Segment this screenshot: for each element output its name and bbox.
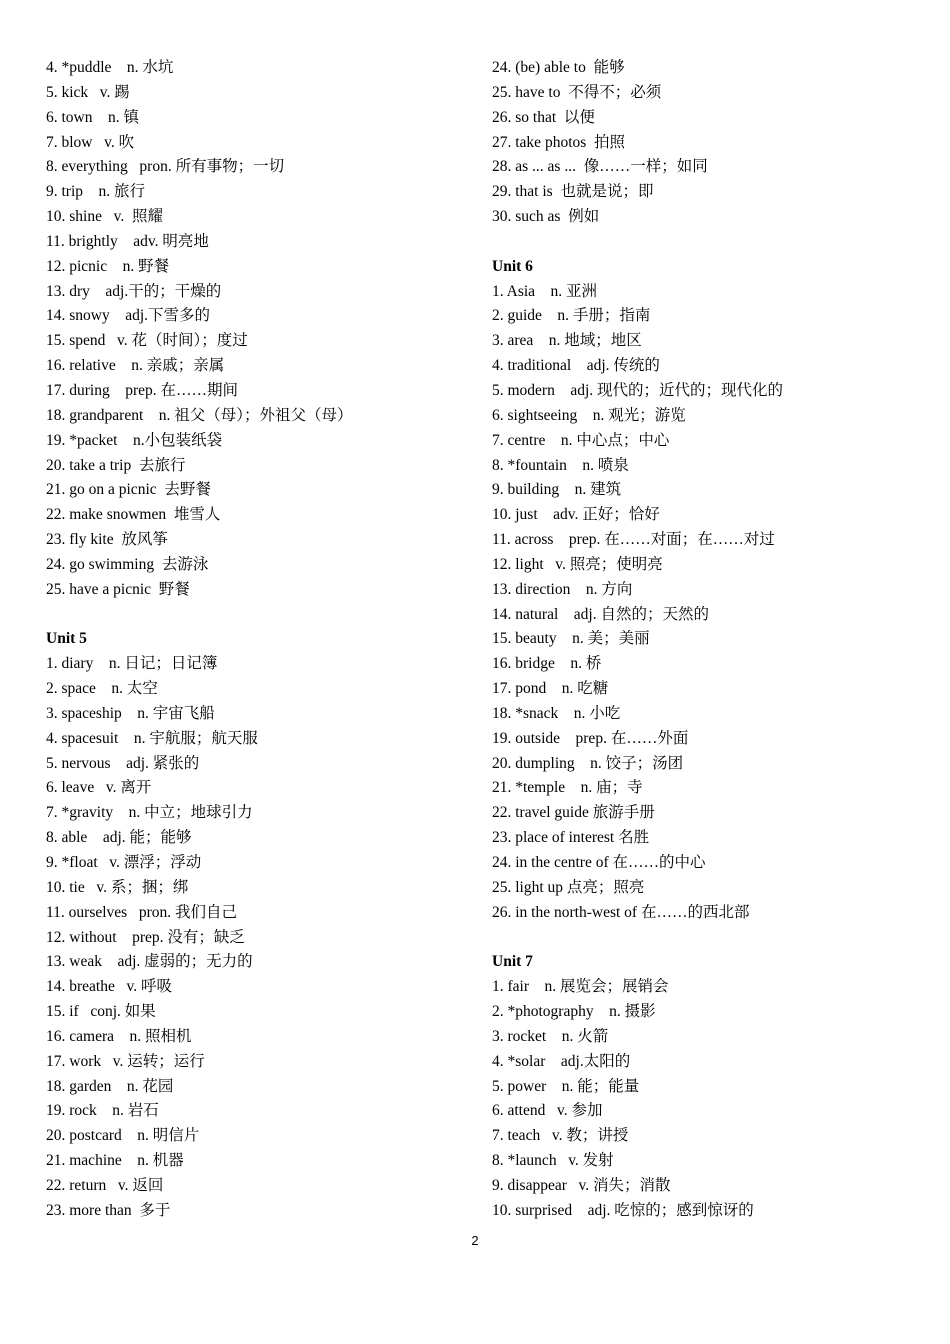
- vocab-entry: 25. light up 点亮；照亮: [492, 878, 645, 896]
- vocab-entry: 23. fly kite 放风筝: [46, 531, 168, 549]
- vocab-entry: 18. *snack n. 小吃: [492, 704, 621, 722]
- vocab-entry: 13. weak adj. 虚弱的；无力的: [46, 953, 253, 971]
- vocab-entry: 4. spacesuit n. 宇航服；航天服: [46, 729, 258, 747]
- spacer: [46, 603, 466, 628]
- vocab-entry: 21. machine n. 机器: [46, 1152, 184, 1170]
- vocab-entry: 30. such as 例如: [492, 208, 600, 226]
- vocab-entry: 16. camera n. 照相机: [46, 1027, 192, 1045]
- vocab-entry: 11. brightly adv. 明亮地: [46, 232, 209, 250]
- vocab-entry: 10. shine v. 照耀: [46, 208, 163, 226]
- vocab-entry: 16. bridge n. 桥: [492, 655, 602, 673]
- vocab-entry: 17. pond n. 吃糖: [492, 680, 609, 698]
- vocab-entry: 19. *packet n.小包装纸袋: [46, 431, 223, 449]
- vocab-entry: 9. building n. 建筑: [492, 481, 622, 499]
- vocab-entry: 24. go swimming 去游泳: [46, 555, 209, 573]
- vocab-entry: 9. trip n. 旅行: [46, 183, 146, 201]
- vocab-entry: 10. surprised adj. 吃惊的；感到惊讶的: [492, 1201, 754, 1219]
- vocab-entry: 25. have a picnic 野餐: [46, 580, 190, 598]
- vocab-entry: 6. town n. 镇: [46, 108, 140, 126]
- vocab-entry: 23. more than 多于: [46, 1201, 171, 1219]
- vocab-entry: 26. so that 以便: [492, 108, 595, 126]
- vocab-entry: 18. garden n. 花园: [46, 1077, 174, 1095]
- vocab-entry: 19. rock n. 岩石: [46, 1102, 159, 1120]
- vocab-entry: 8. *launch v. 发射: [492, 1152, 614, 1170]
- vocab-entry: 20. postcard n. 明信片: [46, 1127, 200, 1145]
- vocab-entry: 8. everything pron. 所有事物；一切: [46, 158, 285, 176]
- spacer: [492, 926, 922, 951]
- vocab-entry: 13. dry adj.干的；干燥的: [46, 282, 222, 300]
- right-column: [492, 56, 922, 1224]
- vocab-entry: 13. direction n. 方向: [492, 580, 633, 598]
- vocab-entry: 8. *fountain n. 喷泉: [492, 456, 629, 474]
- vocab-entry: 11. across prep. 在……对面；在……对过: [492, 531, 775, 549]
- vocab-entry: 28. as ... as ... 像……一样；如同: [492, 158, 708, 176]
- vocab-entry: 2. space n. 太空: [46, 680, 158, 698]
- vocab-entry: 6. sightseeing n. 观光；游览: [492, 406, 686, 424]
- vocab-entry: 17. during prep. 在……期间: [46, 381, 239, 399]
- vocab-entry: 12. picnic n. 野餐: [46, 257, 170, 275]
- unit-heading: Unit 6: [492, 257, 533, 275]
- vocab-entry: 23. place of interest 名胜: [492, 829, 650, 847]
- vocab-entry: 21. *temple n. 庙；寺: [492, 779, 643, 797]
- vocab-entry: 7. centre n. 中心点；中心: [492, 431, 670, 449]
- vocab-entry: 24. in the centre of 在……的中心: [492, 854, 706, 871]
- vocab-entry: 17. work v. 运转；运行: [46, 1052, 205, 1070]
- vocab-entry: 22. make snowmen 堆雪人: [46, 506, 221, 524]
- vocab-entry: 1. Asia n. 亚洲: [492, 282, 598, 300]
- vocab-entry: 14. breathe v. 呼吸: [46, 978, 172, 996]
- vocab-entry: 5. modern adj. 现代的；近代的；现代化的: [492, 381, 784, 399]
- vocab-entry: 1. fair n. 展览会；展销会: [492, 978, 669, 996]
- vocab-entry: 22. return v. 返回: [46, 1176, 164, 1194]
- vocab-entry: 5. power n. 能；能量: [492, 1077, 640, 1095]
- vocab-entry: 12. light v. 照亮；使明亮: [492, 555, 663, 573]
- vocab-entry: 20. dumpling n. 饺子；汤团: [492, 754, 684, 772]
- unit-heading: Unit 7: [492, 953, 533, 971]
- vocab-entry: 26. in the north-west of 在……的西北部: [492, 903, 750, 921]
- vocab-entry: 3. rocket n. 火箭: [492, 1027, 609, 1045]
- vocab-entry: 15. beauty n. 美；美丽: [492, 630, 650, 648]
- vocab-entry: 22. travel guide 旅游手册: [492, 804, 655, 822]
- vocab-entry: 15. spend v. 花（时间）；度过: [46, 332, 248, 350]
- vocab-entry: 6. leave v. 离开: [46, 779, 152, 797]
- vocab-entry: 14. natural adj. 自然的；天然的: [492, 605, 709, 623]
- vocab-entry: 11. ourselves pron. 我们自己: [46, 903, 238, 921]
- vocab-entry: 7. teach v. 教；讲授: [492, 1127, 629, 1145]
- vocab-entry: 4. *solar adj.太阳的: [492, 1052, 631, 1070]
- vocab-entry: 12. without prep. 没有；缺乏: [46, 928, 245, 946]
- left-column: [46, 56, 466, 1224]
- vocab-entry: 5. nervous adj. 紧张的: [46, 754, 200, 772]
- vocab-entry: 3. area n. 地域；地区: [492, 332, 642, 350]
- vocab-entry: 4. *puddle n. 水坑: [46, 59, 174, 76]
- vocab-entry: 7. *gravity n. 中立；地球引力: [46, 804, 253, 822]
- vocab-entry: 5. kick v. 踢: [46, 83, 130, 101]
- vocab-entry: 27. take photos 拍照: [492, 133, 626, 151]
- vocab-entry: 7. blow v. 吹: [46, 133, 135, 151]
- vocab-entry: 29. that is 也就是说；即: [492, 183, 654, 201]
- vocab-entry: 9. disappear v. 消失；消散: [492, 1176, 671, 1194]
- vocab-entry: 1. diary n. 日记；日记簿: [46, 655, 218, 673]
- vocab-entry: 4. traditional adj. 传统的: [492, 357, 660, 375]
- unit-heading: Unit 5: [46, 630, 87, 648]
- page-number: 2: [471, 1233, 479, 1248]
- vocab-entry: 3. spaceship n. 宇宙飞船: [46, 704, 215, 722]
- vocab-entry: 15. if conj. 如果: [46, 1003, 156, 1021]
- vocab-entry: 18. grandparent n. 祖父（母）；外祖父（母）: [46, 406, 353, 424]
- vocab-entry: 2. *photography n. 摄影: [492, 1003, 656, 1021]
- vocab-entry: 6. attend v. 参加: [492, 1102, 603, 1120]
- vocab-entry: 10. tie v. 系；捆；绑: [46, 878, 189, 896]
- vocab-entry: 25. have to 不得不；必须: [492, 83, 662, 101]
- vocab-entry: 9. *float v. 漂浮；浮动: [46, 854, 202, 871]
- vocab-entry: 20. take a trip 去旅行: [46, 456, 186, 474]
- vocab-entry: 2. guide n. 手册；指南: [492, 307, 651, 325]
- spacer: [492, 230, 922, 255]
- vocab-entry: 10. just adv. 正好；恰好: [492, 506, 660, 524]
- vocab-entry: 16. relative n. 亲戚；亲属: [46, 357, 225, 375]
- vocab-entry: 19. outside prep. 在……外面: [492, 729, 689, 747]
- vocab-entry: 8. able adj. 能；能够: [46, 829, 192, 847]
- vocab-entry: 21. go on a picnic 去野餐: [46, 481, 211, 499]
- vocab-entry: 14. snowy adj.下雪多的: [46, 307, 211, 325]
- vocab-entry: 24. (be) able to 能够: [492, 59, 625, 76]
